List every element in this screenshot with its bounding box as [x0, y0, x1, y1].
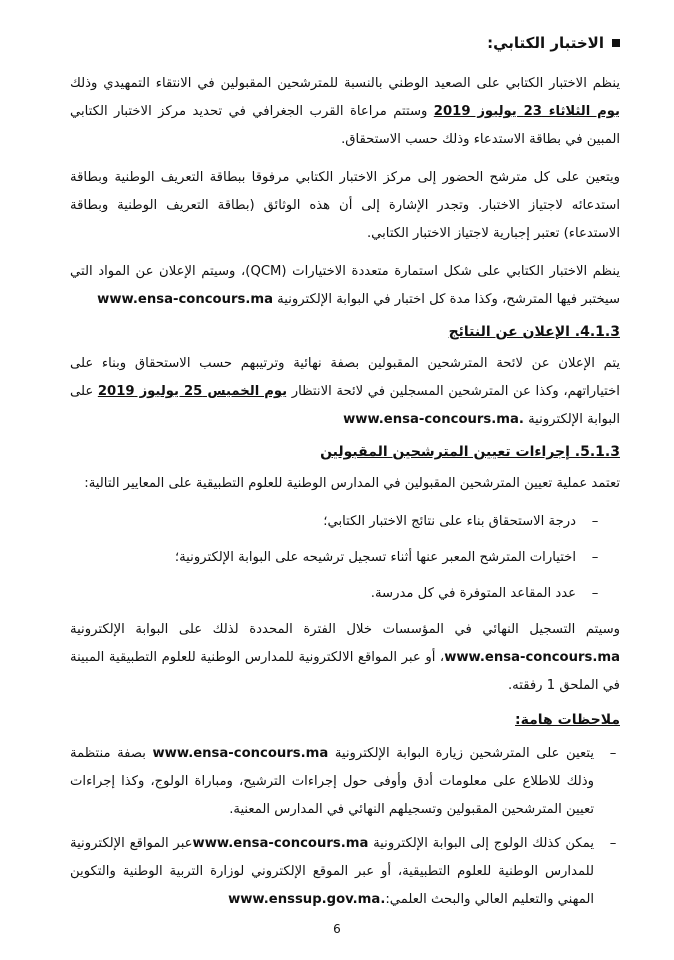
assignment-intro: تعتمد عملية تعيين المترشحين المقبولين في المدارس الوطنية للعلوم التطبيقية على المعايير التالية:	[84, 476, 620, 491]
dash-bullet-icon: –	[591, 514, 599, 529]
dash-bullet-icon: –	[609, 746, 617, 761]
list-item: – يتعين على المترشحين زيارة البوابة الإلكترونية www.ensa-concours.ma بصفة منتظمة وذلك للاطلاع على معلومات أدق وأوفى حول إجراءات الترشيح، ومباراة الولوج، وكذا إجراءات تعيين المترشحين المقبولين وتسجيلهم النهائي في المدارس المعنية.	[70, 740, 620, 824]
written-exam-paragraph-1: ينظم الاختبار الكتابي على الصعيد الوطني بالنسبة للمترشحين المقبولين في الانتقاء التمهيدي وذلك يوم الثلاثاء 23 يوليوز 2019 وستتم مراعاة القرب الجغرافي في تحديد مركز الاختبار الكتابي المبين في بطاقة الاستدعاء وذلك حسب الاستحقاق.	[70, 76, 620, 147]
results-heading: 4.1.3. الإعلان عن النتائج	[448, 324, 620, 340]
dash-bullet-icon: –	[591, 550, 599, 565]
notes-portal-url-link-2[interactable]: www.ensa-concours.ma	[192, 836, 369, 851]
written-exam-paragraph-3: ينظم الاختبار الكتابي على شكل استمارة متعددة الاختيارات (QCM)، وسيتم الإعلان عن المواد التي سيختبر فيها المترشح، وكذا مدة كل اختبار في البوابة الإلكترونية www.ensa-concours.ma	[70, 264, 621, 307]
assignment-heading: 5.1.3. إجراءات تعيين المترشحين المقبولين	[320, 444, 620, 460]
exam-date: يوم الثلاثاء 23 يوليوز 2019	[433, 104, 620, 119]
notes-portal-url-link[interactable]: www.ensa-concours.ma	[152, 746, 329, 761]
written-exam-paragraph-2: ويتعين على كل مترشح الحضور إلى مركز الاختبار الكتابي مرفوقا ببطاقة التعريف الوطنية وبطاقة استدعائه لاجتياز الاختبار. وتجدر الإشارة إلى أن هذه الوثائق (بطاقة التعريف الوطنية وبطاقة الاستدعاء) تعتبر إجبارية لاجتياز الاختبار الكتابي.	[70, 170, 620, 241]
written-exam-title: الاختبار الكتابي:	[487, 34, 604, 52]
ministry-url-link[interactable]: www.enssup.gov.ma.	[228, 892, 386, 907]
criteria-list	[70, 508, 620, 608]
list-item: – يمكن كذلك الولوج إلى البوابة الإلكترونية www.ensa-concours.maعبر المواقع الإلكترونية للمدارس الوطنية للعلوم التطبيقية، أو عبر الموقع الإلكتروني لوزارة التربية الوطنية والتكوين المهني والتعليم العالي والبحث العلمي:www.enssup.gov.ma.	[70, 830, 620, 914]
dash-bullet-icon: –	[609, 836, 617, 851]
notes-list	[70, 740, 620, 914]
portal-url-link[interactable]: www.ensa-concours.ma	[97, 292, 273, 307]
square-bullet-icon	[612, 39, 620, 47]
results-portal-url-link[interactable]: www.ensa-concours.ma.	[343, 412, 524, 427]
written-exam-title-row	[70, 34, 620, 52]
list-item: – درجة الاستحقاق بناء على نتائج الاختبار الكتابي؛	[70, 508, 602, 536]
registration-portal-url-link[interactable]: www.ensa-concours.ma	[444, 650, 620, 665]
list-item: – اختيارات المترشح المعبر عنها أثناء تسجيل ترشيحه على البوابة الإلكترونية؛	[70, 544, 602, 572]
page-number: 6	[333, 922, 341, 936]
results-paragraph: يتم الإعلان عن لائحة المترشحين المقبولين بصفة نهائية وترتيبهم حسب الاستحقاق وبناء على اختياراتهم، وكذا عن المترشحين المسجلين في لائحة الانتظار يوم الخميس 25 يوليوز 2019 على البوابة الإلكترونية www.ensa-concours.ma.	[70, 356, 620, 427]
notes-heading: ملاحظات هامة:	[515, 712, 620, 728]
dash-bullet-icon: –	[591, 586, 599, 601]
assignment-paragraph-2: وسيتم التسجيل النهائي في المؤسسات خلال الفترة المحددة لذلك على البوابة الإلكترونية www.ensa-concours.ma، أو عبر المواقع الالكترونية للمدارس الوطنية للعلوم التطبيقية المبينة في الملحق 1 رفقته.	[70, 622, 620, 693]
list-item: – عدد المقاعد المتوفرة في كل مدرسة.	[70, 580, 602, 608]
results-date: يوم الخميس 25 يوليوز 2019	[97, 384, 288, 399]
